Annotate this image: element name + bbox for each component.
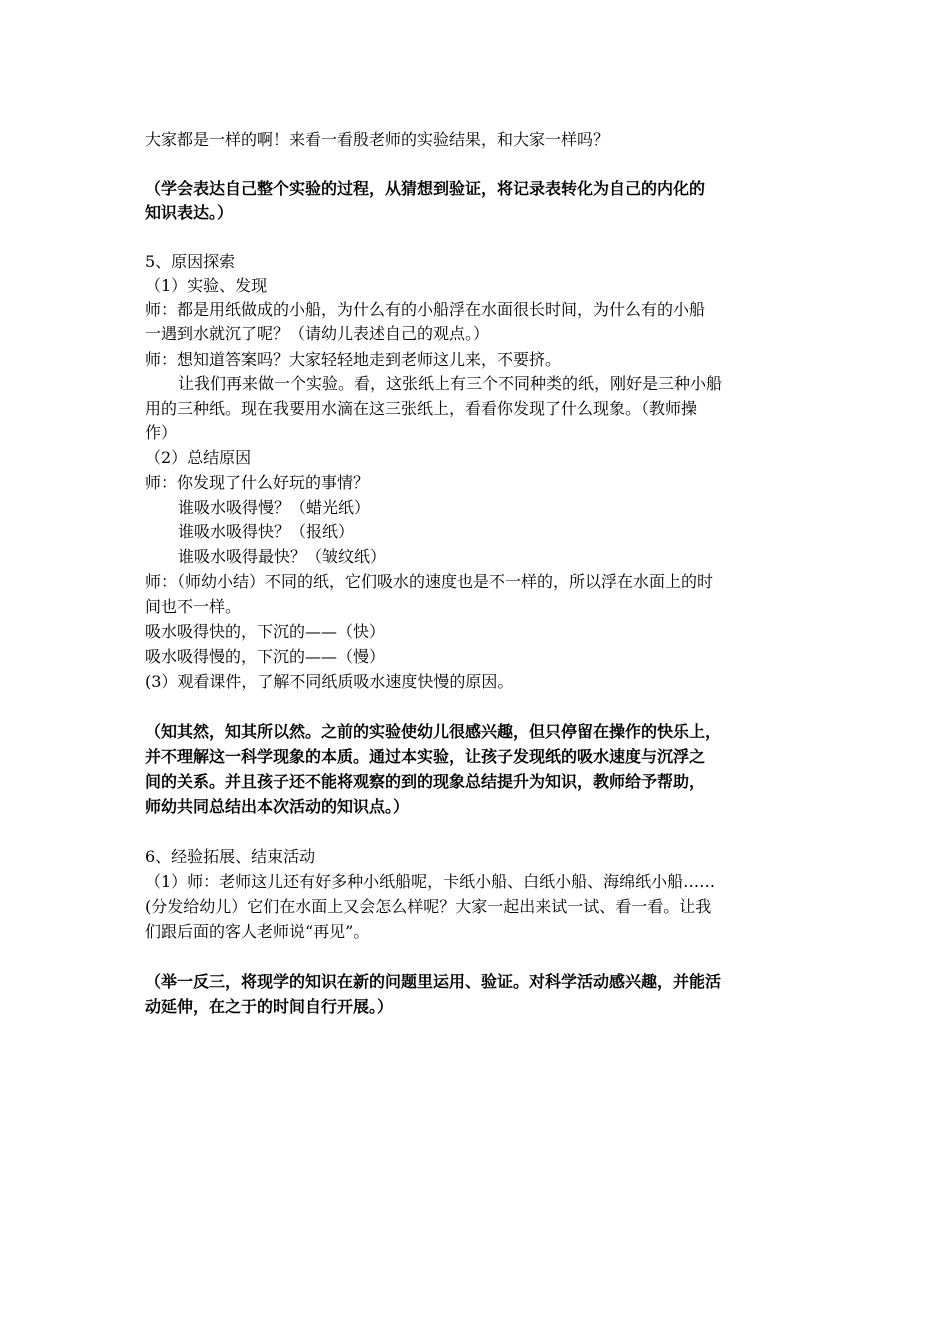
bold-note-line: （知其然，知其所以然。之前的实验使幼儿很感兴趣，但只停留在操作的快乐上， <box>145 722 722 741</box>
text-line: 师：想知道答案吗？大家轻轻地走到老师这儿来，不要挤。 <box>145 350 562 369</box>
section-heading: 6、经验拓展、结束活动 <box>145 847 316 866</box>
bold-note-line: 知识表达。） <box>145 203 234 222</box>
text-line: 让我们再来做一个实验。看，这张纸上有三个不同种类的纸，刚好是三种小船 <box>178 374 723 393</box>
text-line: 谁吸水吸得最快？（皱纹纸） <box>178 547 387 566</box>
bold-note-line: 间的关系。并且孩子还不能将观察的到的现象总结提升为知识，教师给予帮助， <box>145 772 706 791</box>
text-line: 谁吸水吸得慢？（蜡光纸） <box>178 498 371 517</box>
text-line: 师：都是用纸做成的小船，为什么有的小船浮在水面很长时间，为什么有的小船 <box>145 300 706 319</box>
text-line: 谁吸水吸得快？（报纸） <box>178 522 355 541</box>
subsection-heading: （2）总结原因 <box>145 448 252 467</box>
bold-note-line: 动延伸，在之于的时间自行开展。） <box>145 997 394 1016</box>
text-line: （1）师：老师这儿还有好多种小纸船呢，卡纸小船、白纸小船、海绵纸小船…… <box>145 872 716 891</box>
section-heading: 5、原因探索 <box>145 252 236 271</box>
text-line: 吸水吸得快的，下沉的——（快） <box>145 622 386 641</box>
text-line: (3）观看课件，了解不同纸质吸水速度快慢的原因。 <box>145 672 514 691</box>
bold-note-line: （学会表达自己整个实验的过程，从猜想到验证，将记录表转化为自己的内化的 <box>145 179 706 198</box>
text-line: (分发给幼儿）它们在水面上又会怎么样呢？大家一起出来试一试、看一看。让我 <box>145 897 712 916</box>
text-line: 师：你发现了什么好玩的事情？ <box>145 473 370 492</box>
bold-note-line: 师幼共同总结出本次活动的知识点。） <box>145 797 410 816</box>
text-line: 大家都是一样的啊！来看一看殷老师的实验结果，和大家一样吗？ <box>145 130 610 149</box>
bold-note-line: 并不理解这一科学现象的本质。通过本实验，让孩子发现纸的吸水速度与沉浮之 <box>145 747 706 766</box>
text-line: 用的三种纸。现在我要用水滴在这三张纸上，看看你发现了什么现象。（教师操 <box>145 399 698 418</box>
subsection-heading: （1）实验、发现 <box>145 276 268 295</box>
bold-note-line: （举一反三，将现学的知识在新的问题里运用、验证。对科学活动感兴趣，并能活 <box>145 972 722 991</box>
text-line: 间也不一样。 <box>145 597 242 616</box>
text-line: 师：（师幼小结）不同的纸，它们吸水的速度也是不一样的，所以浮在水面上的时 <box>145 572 714 591</box>
text-line: 一遇到水就沉了呢？（请幼儿表述自己的观点。） <box>145 324 490 343</box>
text-line: 作） <box>145 423 178 442</box>
text-line: 们跟后面的客人老师说“再见”。 <box>145 922 370 941</box>
text-line: 吸水吸得慢的，下沉的——（慢） <box>145 647 386 666</box>
